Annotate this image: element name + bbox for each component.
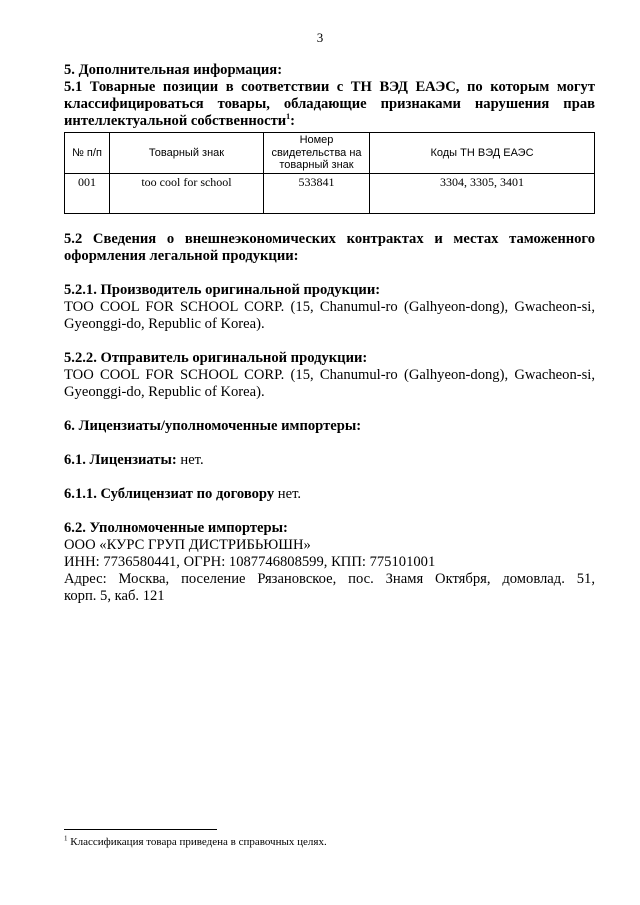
manufacturer-line-1: TOO COOL FOR SCHOOL CORP. (15, Chanumul-ro (Galhyeon-dong), Gwacheon-si,: [64, 298, 595, 315]
page-number: 3: [316, 30, 324, 45]
importer-address-line-2: корп. 5, каб. 121: [64, 587, 165, 604]
header-codes: Коды ТН ВЭД ЕАЭС: [370, 133, 595, 174]
row-certificate: 533841: [264, 173, 370, 213]
section-5-1-line-3-text: интеллектуальной собственности: [64, 113, 287, 129]
table-row: [65, 173, 595, 213]
footnote: [64, 836, 327, 848]
licensees-label: 6.1. Лицензиаты:: [64, 451, 177, 468]
importer-ids: ИНН: 7736580441, ОГРН: 1087746808599, КПП: 775101001: [64, 553, 436, 570]
row-trademark: too cool for school: [110, 173, 264, 213]
sublicensee-label: 6.1.1. Сублицензиат по договору: [64, 485, 275, 502]
table-header-row: [65, 133, 595, 174]
section-5-2-line-2: оформления легальной продукции:: [64, 247, 299, 264]
row-number: 001: [65, 173, 110, 213]
footnote-text: Классификация товара приведена в справочных целях.: [67, 836, 327, 848]
section-5-1-line-2: классифицироваться товары, обладающие признаками нарушения прав: [64, 96, 595, 112]
trademark-table: [64, 132, 595, 214]
section-5-2-1-heading: 5.2.1. Производитель оригинальной продукции:: [64, 281, 381, 298]
section-6-heading: 6. Лицензиаты/уполномоченные импортеры:: [64, 417, 362, 434]
row-codes: 3304, 3305, 3401: [370, 173, 595, 213]
header-number: № п/п: [65, 133, 110, 174]
section-5-1-colon: :: [290, 113, 296, 129]
footnote-marker: 1: [64, 834, 68, 843]
section-5-heading: 5. Дополнительная информация:: [64, 62, 283, 78]
section-6-1-1: [64, 486, 595, 503]
section-5-2-line-1: 5.2 Сведения о внешнеэкономических контрактах и местах таможенного: [64, 230, 595, 247]
licensees-value: нет.: [176, 451, 204, 468]
importer-address-line-1: Адрес: Москва, поселение Рязановское, пос. Знамя Октября, домовлад. 51,: [64, 570, 595, 587]
section-6-1: [64, 452, 595, 469]
manufacturer-line-2: Gyeonggi-do, Republic of Korea).: [64, 315, 265, 332]
section-5-2-2-heading: 5.2.2. Отправитель оригинальной продукции:: [64, 349, 368, 366]
header-certificate: Номер свидетельства на товарный знак: [264, 133, 370, 174]
section-5-1-line-1: 5.1 Товарные позиции в соответствии с ТН ВЭД ЕАЭС, по которым могут: [64, 79, 595, 95]
section-5-1-line-3: [64, 113, 595, 130]
importer-name: ООО «КУРС ГРУП ДИСТРИБЬЮШН»: [64, 536, 311, 553]
footnote-reference[interactable]: 1: [286, 112, 291, 122]
sender-line-2: Gyeonggi-do, Republic of Korea).: [64, 383, 265, 400]
sublicensee-value: нет.: [274, 485, 302, 502]
section-6-2-heading: 6.2. Уполномоченные импортеры:: [64, 519, 288, 536]
header-trademark: Товарный знак: [110, 133, 264, 174]
footnote-separator: [64, 829, 217, 830]
sender-line-1: TOO COOL FOR SCHOOL CORP. (15, Chanumul-ro (Galhyeon-dong), Gwacheon-si,: [64, 366, 595, 383]
document-body: [64, 62, 595, 605]
